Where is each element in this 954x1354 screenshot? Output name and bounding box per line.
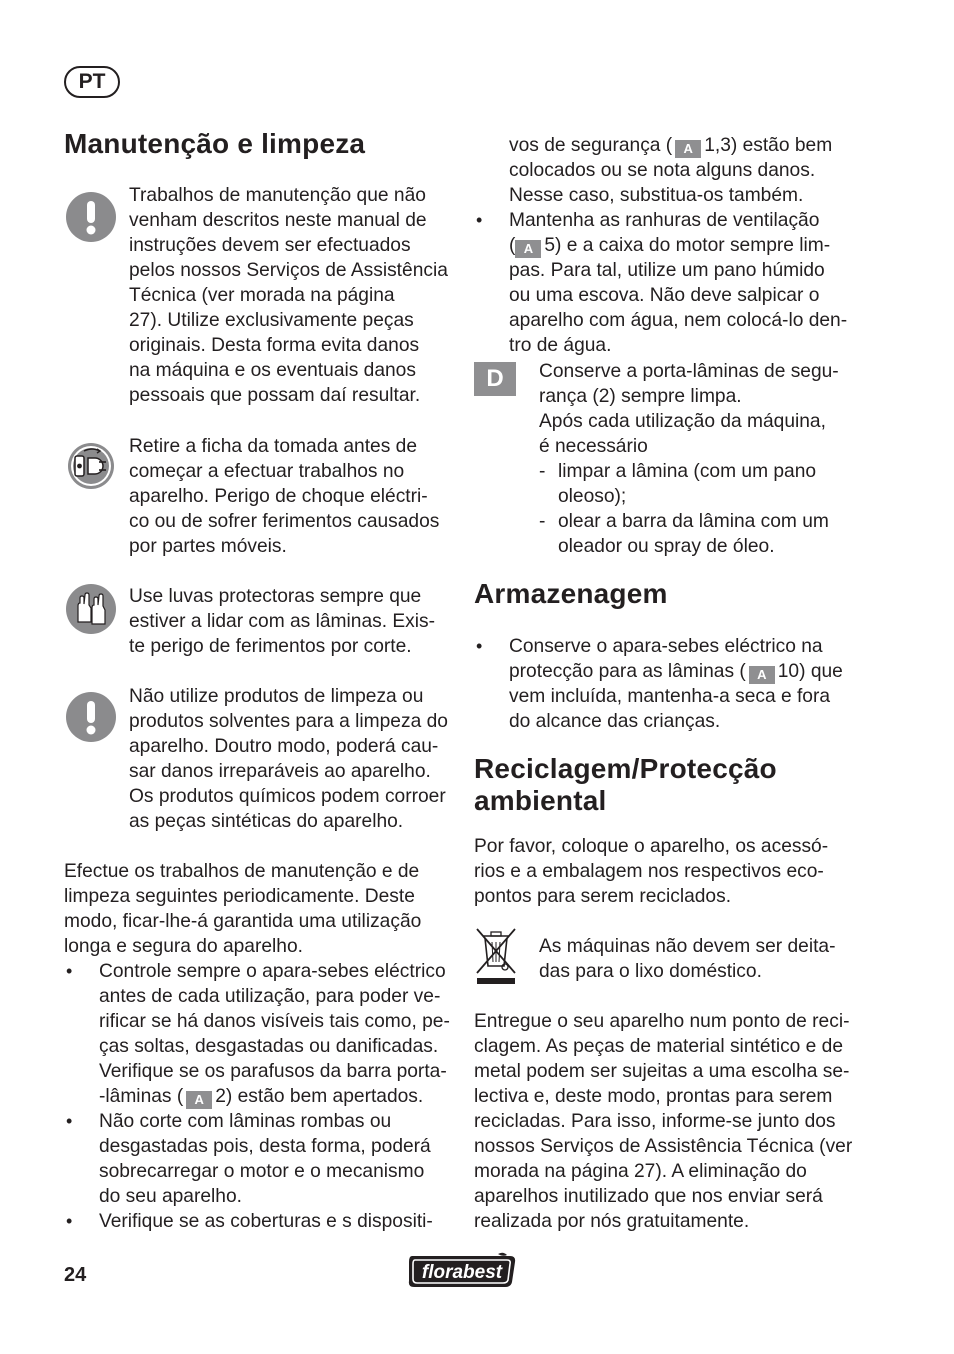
warning-text-2: Retire a ficha da tomada antes de começar a efectuar trabalhos no aparelho. Perigo de choque eléctri- co ou de sofrer ferimentos causados por partes móveis.: [129, 436, 440, 557]
figure-a-badge: A: [749, 666, 775, 684]
section-title-recycling: Reciclagem/Protecção ambiental: [474, 753, 777, 816]
bullet-text-4: Mantenha as ranhuras de ventilação ( A 5) e a caixa do motor sempre lim- pas. Para tal, utilize um pano húmido ou uma escova. Não deve salpicar o aparelho com água, nem colocá-lo den- tro de água.: [509, 210, 848, 356]
bullet-marker: •: [66, 961, 73, 981]
d-dash-item-2: olear a barra da lâmina com um oleador ou spray de óleo.: [558, 511, 829, 557]
d-note-text: Conserve a porta-lâminas de segu- rança (2) sempre limpa. Após cada utilização da máquina, é necessário: [539, 361, 839, 457]
weee-note-text: As máquinas não devem ser deita- das para o lixo doméstico.: [539, 936, 836, 982]
bullet-text-3-continued: vos de segurança ( A 1,3) estão bem colocados ou se nota alguns danos. Nesse caso, substitua-os também.: [509, 135, 833, 206]
recycling-final-paragraph: Entregue o seu aparelho num ponto de reci- clagem. As peças de material sintético e de metal podem ser sujeitas a uma escolha se- lectiva e, deste modo, prontas para serem recicladas. Para isso, informe-se junto dos nossos Serviços de Assistência Técnica (ver morada na página 27). A eliminação do aparelhos inutilizado que nos enviar será realizada por nós gratuitamente.: [474, 1011, 853, 1232]
figure-d-badge: D: [474, 362, 516, 396]
figure-a-badge: A: [186, 1091, 212, 1109]
dash-marker: -: [539, 461, 546, 482]
section-title-storage: Armazenagem: [474, 578, 668, 609]
warning-text-4: Não utilize produtos de limpeza ou produtos solventes para a limpeza do aparelho. Doutro modo, poderá cau- sar danos irreparáveis ao aparelho. Os produtos químicos podem corroer as peças sintéticas do aparelho.: [129, 686, 448, 832]
bullet-marker: •: [66, 1211, 73, 1231]
maintenance-intro: Efectue os trabalhos de manutenção e de limpeza seguintes periodicamente. Deste modo, ficar-lhe-á garantida uma utilização longa e segura do aparelho.: [64, 861, 422, 957]
storage-bullet-text: Conserve o apara-sebes eléctrico na protecção para as lâminas ( A 10) que vem incluída, mantenha-a seca e fora do alcance das crianças.: [509, 636, 843, 732]
figure-a-badge: A: [515, 240, 541, 258]
dash-marker: -: [539, 511, 546, 532]
exclamation-icon: [66, 692, 116, 742]
bullet-marker: •: [66, 1111, 73, 1131]
figure-a-badge: A: [675, 140, 701, 158]
section-title-maintenance: Manutenção e limpeza: [64, 128, 366, 159]
bullet-text-1: Controle sempre o apara-sebes eléctrico antes de cada utilização, para poder ve- rificar se há danos visíveis tais como, pe- ças soltas, desgastadas ou danificadas. Verifique se os parafusos da barra porta- -lâminas ( A 2) estão bem apertados.: [99, 961, 450, 1107]
language-badge: PT: [64, 66, 120, 98]
bullet-marker: •: [476, 210, 483, 230]
unplug-icon: [66, 441, 116, 491]
d-dash-item-1: limpar a lâmina (com um pano oleoso);: [558, 461, 817, 507]
bullet-text-2: Não corte com lâminas rombas ou desgastadas pois, desta forma, poderá sobrecarregar o motor e o mecanismo do seu aparelho.: [99, 1111, 431, 1207]
warning-text-1: Trabalhos de manutenção que não venham descritos neste manual de instruções devem ser efectuados pelos nossos Serviços de Assistência Técnica (ver morada na página 27). Utilize exclusivamente peças originais. Desta forma evita danos na máquina e os eventuais danos pessoais que possam daí resultar.: [129, 185, 448, 406]
bullet-marker: •: [476, 636, 483, 656]
gloves-icon: [66, 584, 116, 634]
exclamation-icon: [66, 192, 116, 242]
crossed-out-bin-icon: [474, 926, 518, 986]
recycling-intro: Por favor, coloque o aparelho, os acessó- rios e a embalagem nos respectivos eco- pontos para serem reciclados.: [474, 836, 829, 907]
svg-text:florabest: florabest: [421, 1262, 503, 1283]
brand-logo: [406, 1252, 518, 1290]
bullet-text-3: Verifique se as coberturas e s dispositi-: [99, 1211, 433, 1232]
warning-text-3: Use luvas protectoras sempre que estiver a lidar com as lâminas. Exis- te perigo de ferimentos por corte.: [129, 586, 436, 657]
page-number: 24: [64, 1264, 87, 1286]
